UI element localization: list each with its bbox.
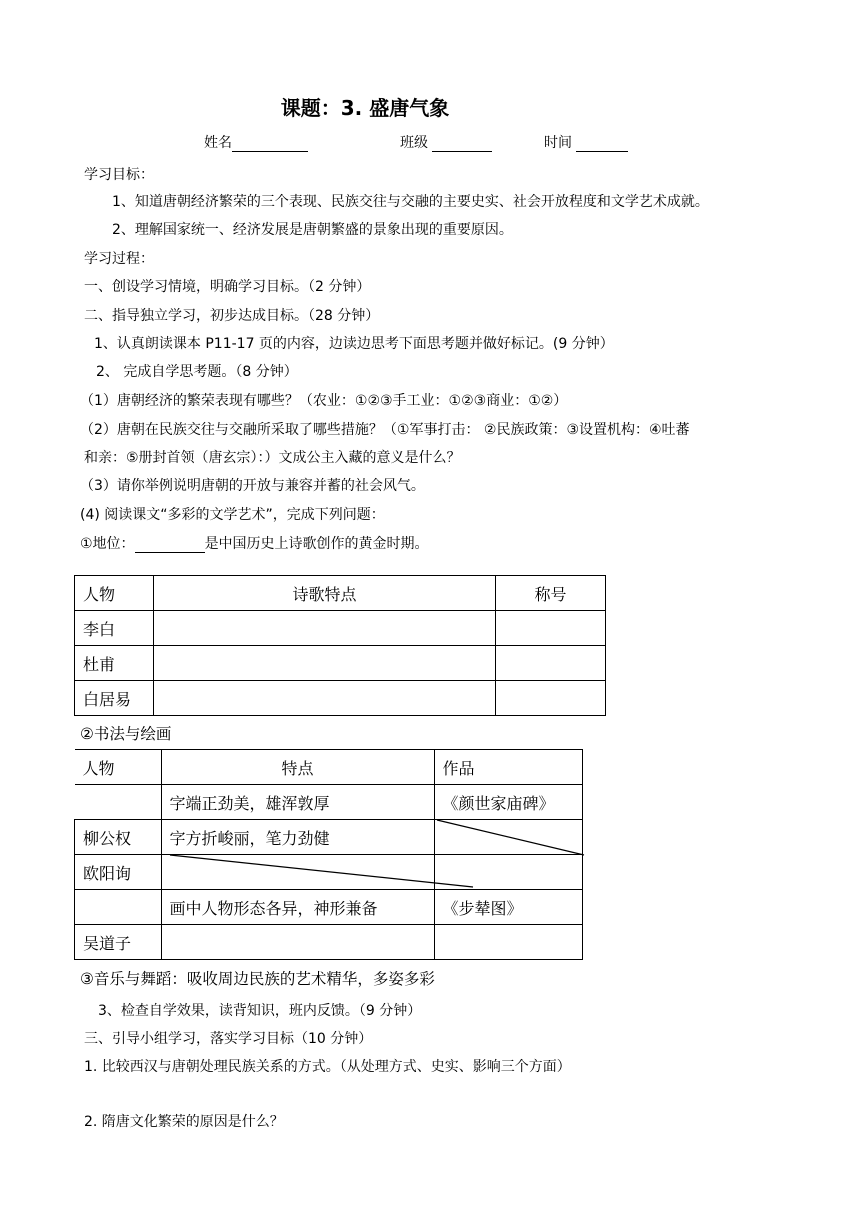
table-row <box>75 646 606 681</box>
table-row <box>75 611 606 646</box>
answer-cell[interactable] <box>154 646 496 681</box>
class-label: 班级 <box>400 135 428 151</box>
step-3: 三、引导小组学习，落实学习目标（10 分钟） <box>84 1031 373 1047</box>
table-row <box>75 890 583 925</box>
question-4: (4) 阅读课文“多彩的文学艺术”，完成下列问题： <box>80 507 385 523</box>
feature-cell: 字方折峻丽，笔力劲健 <box>161 820 434 855</box>
goals-heading: 学习目标： <box>84 167 154 183</box>
question-1: （1）唐朝经济的繁荣表现有哪些？（农业：①②③手工业：①②③商业：①②） <box>80 393 568 409</box>
table-header-row <box>75 750 583 785</box>
class-field <box>400 132 492 152</box>
step-2-3: 3、检查自学效果，读背知识，班内反馈。（9 分钟） <box>98 1003 422 1019</box>
answer-cell[interactable] <box>496 646 606 681</box>
time-blank[interactable] <box>576 137 628 152</box>
work-cell: 《步辇图》 <box>434 890 582 925</box>
answer-cell[interactable] <box>496 611 606 646</box>
feature-cell: 字端正劲美，雄浑敦厚 <box>161 785 434 820</box>
table-row <box>75 855 583 890</box>
work-cell[interactable] <box>434 820 582 855</box>
person-cell[interactable] <box>75 890 162 925</box>
question-2-line-2: 和亲：⑤册封首领（唐玄宗）：）文成公主入藏的意义是什么？ <box>84 450 461 466</box>
status-prefix: ①地位： <box>80 536 135 552</box>
calligraphy-heading: ②书法与绘画 <box>80 725 172 743</box>
question-4-status <box>80 533 429 553</box>
status-suffix: 是中国历史上诗歌创作的黄金时期。 <box>204 536 429 552</box>
calligraphy-table <box>74 749 583 960</box>
header-cell: 作品 <box>434 750 582 785</box>
group-question-1: 1. 比较西汉与唐朝处理民族关系的方式。（从处理方式、史实、影响三个方面） <box>84 1059 571 1075</box>
person-cell: 柳公权 <box>75 820 162 855</box>
header-cell: 人物 <box>75 576 154 611</box>
goal-item: 2、理解国家统一、经济发展是唐朝繁盛的景象出现的重要原因。 <box>112 222 513 238</box>
work-cell: 《颜世家庙碑》 <box>434 785 582 820</box>
time-label: 时间 <box>544 135 572 151</box>
step-2: 二、指导独立学习，初步达成目标。（28 分钟） <box>84 308 380 324</box>
status-blank[interactable] <box>135 538 205 553</box>
person-cell[interactable] <box>75 785 162 820</box>
person-cell: 吴道子 <box>75 925 162 960</box>
answer-cell[interactable] <box>154 681 496 716</box>
work-cell[interactable] <box>434 855 582 890</box>
header-cell: 称号 <box>496 576 606 611</box>
time-field <box>544 132 628 152</box>
page-title: 课题：3. 盛唐气象 <box>280 96 450 120</box>
table-row <box>75 820 583 855</box>
table-row <box>75 925 583 960</box>
name-field <box>204 132 308 152</box>
answer-cell[interactable] <box>154 611 496 646</box>
step-2-1: 1、认真朗读课本 P11-17 页的内容，边读边思考下面思考题并做好标记。(9 分钟） <box>94 336 614 352</box>
header-cell: 诗歌特点 <box>154 576 496 611</box>
music-line: ③音乐与舞蹈：吸收周边民族的艺术精华，多姿多彩 <box>80 970 435 988</box>
question-3: （3）请你举例说明唐朝的开放与兼容并蓄的社会风气。 <box>80 478 425 494</box>
question-2-line-1: （2）唐朝在民族交往与交融所采取了哪些措施？（①军事打击： ②民族政策：③设置机构：④吐蕃 <box>80 422 690 438</box>
person-cell: 欧阳询 <box>75 855 162 890</box>
poet-name: 杜甫 <box>75 646 154 681</box>
name-blank[interactable] <box>232 137 308 152</box>
goal-item: 1、知道唐朝经济繁荣的三个表现、民族交往与交融的主要史实、社会开放程度和文学艺术成就。 <box>112 194 709 210</box>
poetry-table <box>74 575 606 716</box>
process-heading: 学习过程： <box>84 251 154 267</box>
step-1: 一、创设学习情境，明确学习目标。（2 分钟） <box>84 279 371 295</box>
feature-cell[interactable] <box>161 925 434 960</box>
table-row <box>75 785 583 820</box>
name-label: 姓名 <box>204 135 232 151</box>
class-blank[interactable] <box>432 137 492 152</box>
header-cell: 特点 <box>161 750 434 785</box>
table-row <box>75 681 606 716</box>
feature-cell[interactable] <box>161 855 434 890</box>
group-question-2: 2. 隋唐文化繁荣的原因是什么？ <box>84 1114 284 1130</box>
poet-name: 李白 <box>75 611 154 646</box>
work-cell[interactable] <box>434 925 582 960</box>
step-2-2: 2、 完成自学思考题。（8 分钟） <box>96 364 298 380</box>
feature-cell: 画中人物形态各异，神形兼备 <box>161 890 434 925</box>
answer-cell[interactable] <box>496 681 606 716</box>
header-cell: 人物 <box>75 750 162 785</box>
poet-name: 白居易 <box>75 681 154 716</box>
table-header-row <box>75 576 606 611</box>
